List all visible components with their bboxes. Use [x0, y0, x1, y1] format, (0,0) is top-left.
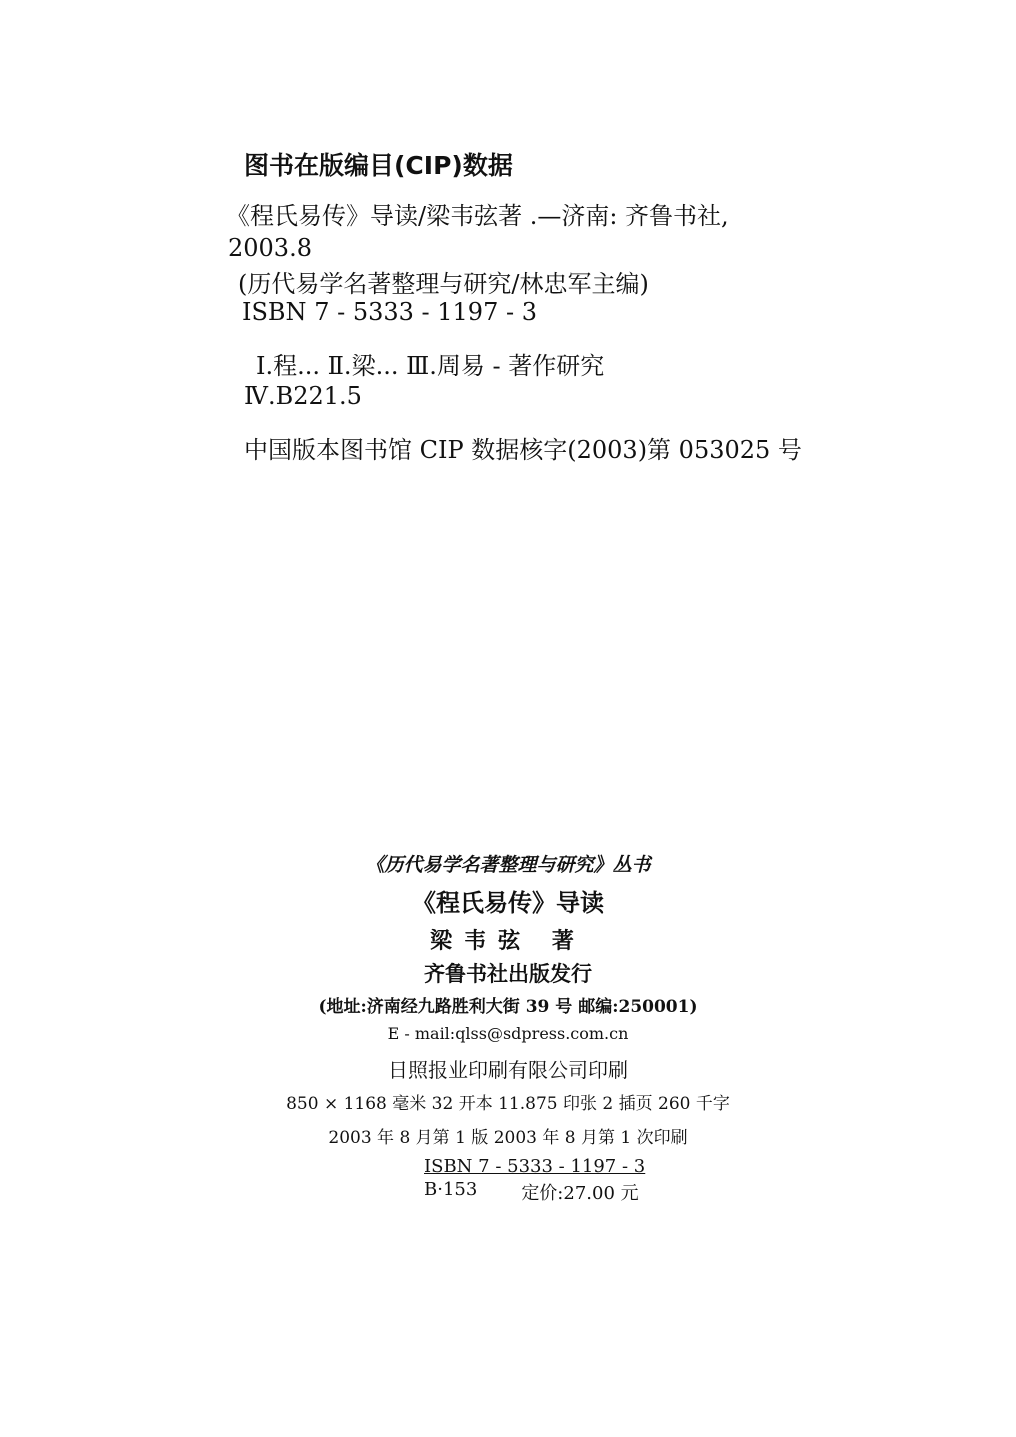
cip-isbn-line: ISBN 7 - 5333 - 1197 - 3 [242, 298, 537, 326]
series-title: 《历代易学名著整理与研究》丛书 [365, 854, 651, 876]
cip-heading: 图书在版编目(CIP)数据 [244, 151, 513, 180]
publisher: 齐鲁书社出版发行 [424, 961, 592, 986]
cip-series-line: (历代易学名著整理与研究/林忠军主编) [238, 270, 649, 298]
publisher-address: (地址:济南经九路胜利大街 39 号 邮编:250001) [318, 997, 698, 1017]
cip-classification-line: Ⅳ.B221.5 [244, 382, 362, 410]
cip-record-number: 中国版本图书馆 CIP 数据核字(2003)第 053025 号 [244, 436, 802, 464]
edition-info: 2003 年 8 月第 1 版 2003 年 8 月第 1 次印刷 [328, 1128, 688, 1148]
isbn-block [424, 1156, 645, 1205]
catalog-number: B·153 [424, 1179, 478, 1200]
print-specs: 850 × 1168 毫米 32 开本 11.875 印张 2 插页 260 千字 [286, 1094, 730, 1114]
book-title: 《程氏易传》导读 [412, 889, 604, 917]
isbn: ISBN 7 - 5333 - 1197 - 3 [424, 1156, 646, 1177]
cip-title-line: 《程氏易传》导读/梁韦弦著 .—济南: 齐鲁书社, [226, 202, 729, 230]
cip-subject-line: Ⅰ.程... Ⅱ.梁... Ⅲ.周易 - 著作研究 [256, 352, 605, 380]
author: 梁韦弦 著 [430, 928, 586, 954]
cip-date-line: 2003.8 [228, 234, 312, 262]
publisher-email: E - mail:qlss@sdpress.com.cn [387, 1024, 629, 1043]
printer: 日照报业印刷有限公司印刷 [388, 1058, 628, 1082]
price: 定价:27.00 元 [521, 1183, 639, 1204]
